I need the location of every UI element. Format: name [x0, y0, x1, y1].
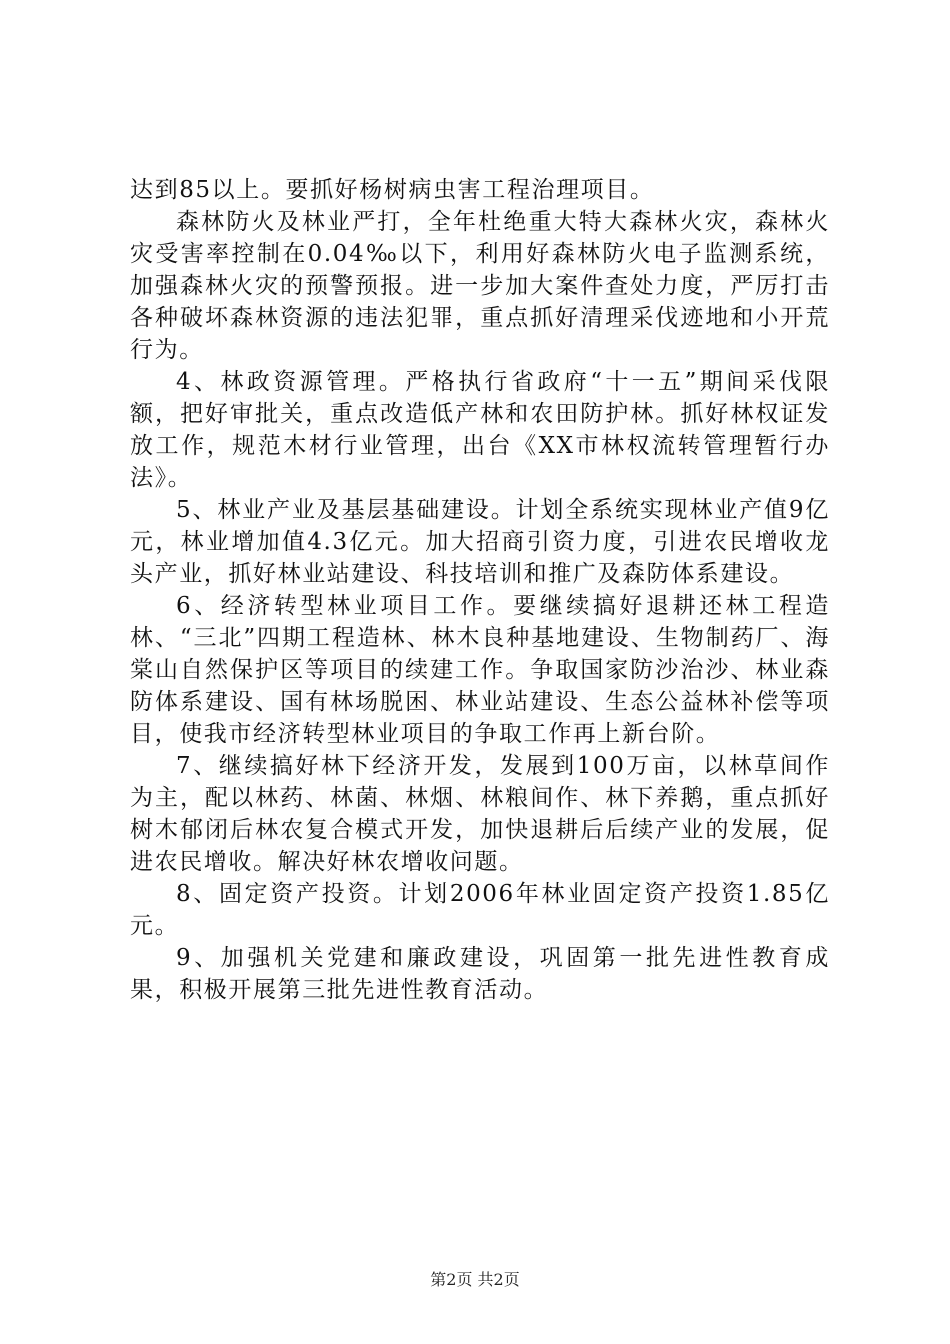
paragraph-item-7: 7、继续搞好林下经济开发，发展到100万亩，以林草间作为主，配以林药、林菌、林烟、林粮间作、林下养鹅，重点抓好树木郁闭后林农复合模式开发，加快退耕后后续产业的发展，促进农民增收。解决好林农增收问题。 [130, 753, 830, 875]
page-footer: 第2页 共2页 [430, 1270, 520, 1289]
document-body [130, 174, 830, 1006]
paragraph-item-6: 6、经济转型林业项目工作。要继续搞好退耕还林工程造林、“三北”四期工程造林、林木良种基地建设、生物制药厂、海棠山自然保护区等项目的续建工作。争取国家防沙治沙、林业森防体系建设、国有林场脱困、林业站建设、生态公益林补偿等项目，使我市经济转型林业项目的争取工作再上新台阶。 [130, 593, 830, 747]
paragraph-item-8: 8、固定资产投资。计划2006年林业固定资产投资1.85亿元。 [130, 881, 830, 939]
paragraph-item-9: 9、加强机关党建和廉政建设，巩固第一批先进性教育成果，积极开展第三批先进性教育活动。 [130, 945, 830, 1003]
paragraph-forest-fire: 森林防火及林业严打，全年杜绝重大特大森林火灾，森林火灾受害率控制在0.04‰以下，利用好森林防火电子监测系统，加强森林火灾的预警预报。进一步加大案件查处力度，严厉打击各种破坏森林资源的违法犯罪，重点抓好清理采伐迹地和小开荒行为。 [130, 209, 830, 363]
paragraph-item-5: 5、林业产业及基层基础建设。计划全系统实现林业产值9亿元，林业增加值4.3亿元。加大招商引资力度，引进农民增收龙头产业，抓好林业站建设、科技培训和推广及森防体系建设。 [130, 497, 830, 587]
paragraph-item-4: 4、林政资源管理。严格执行省政府“十一五”期间采伐限额，把好审批关，重点改造低产林和农田防护林。抓好林权证发放工作，规范木材行业管理，出台《XX市林权流转管理暂行办法》。 [130, 369, 830, 491]
paragraph-continuation: 达到85以上。要抓好杨树病虫害工程治理项目。 [130, 177, 655, 203]
